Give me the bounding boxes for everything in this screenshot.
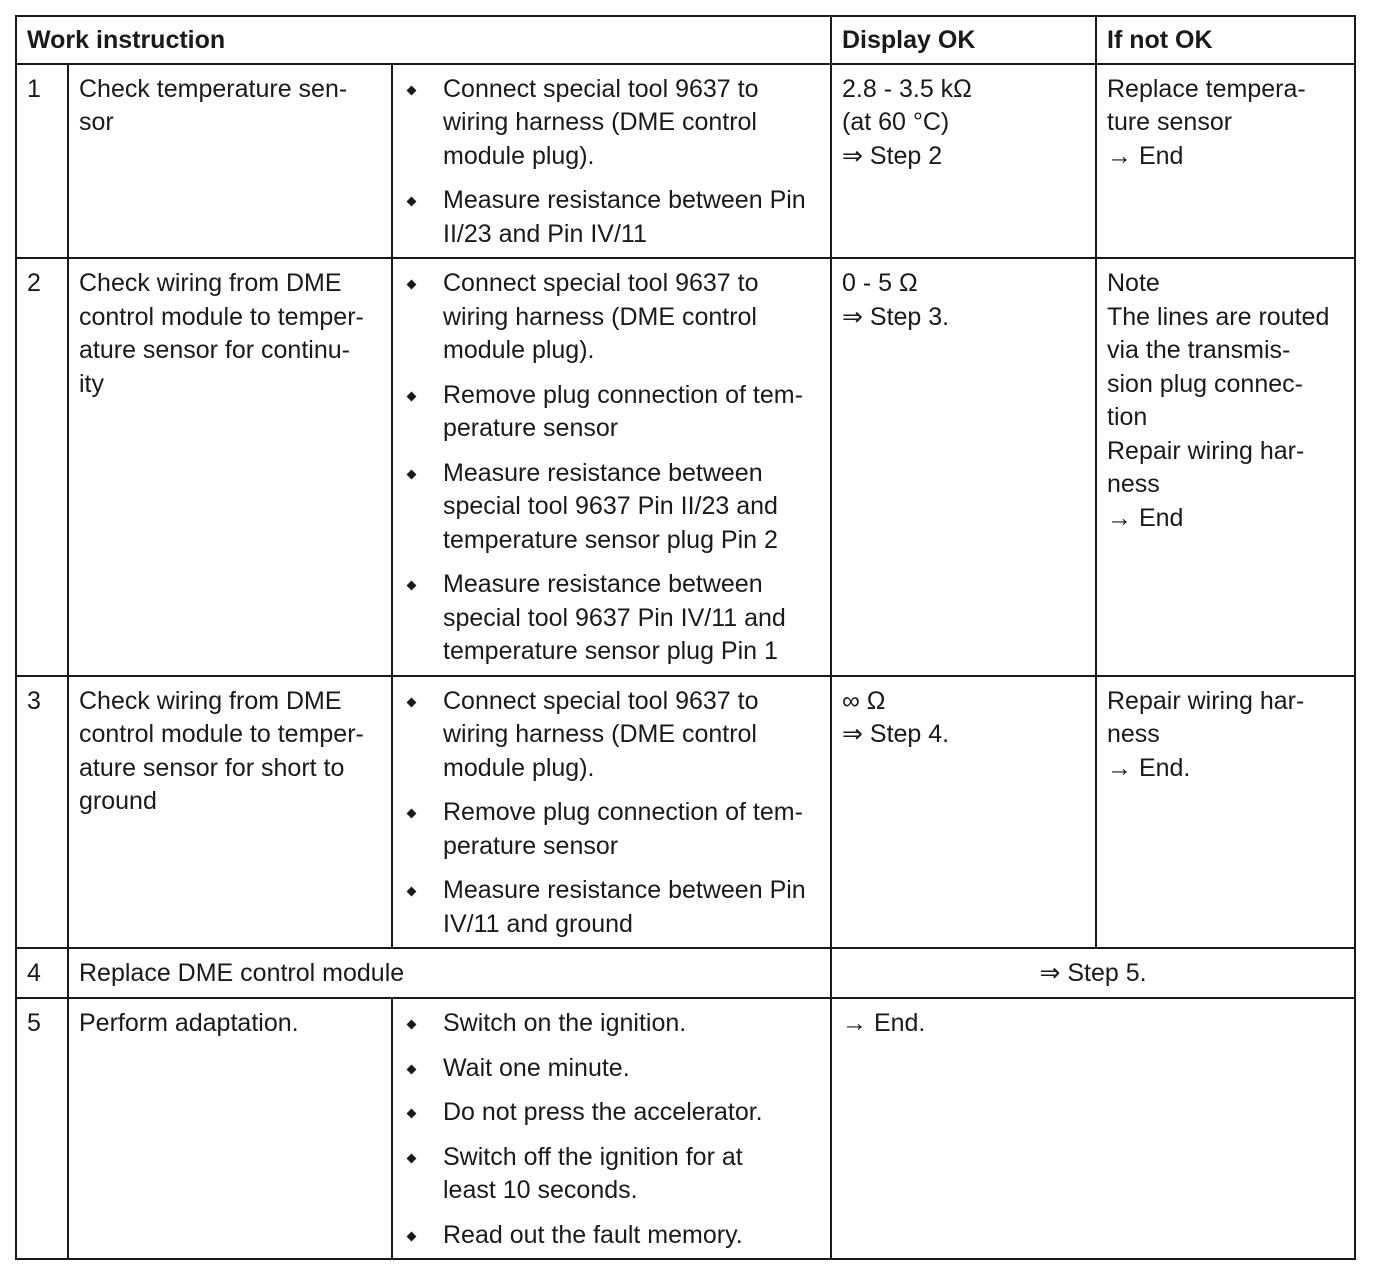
- display-ok-value: 0 - 5 Ω ⇒ Step 3.: [831, 258, 1096, 676]
- table-row: [16, 998, 1355, 1259]
- bullet-icon: [407, 1153, 417, 1163]
- list-item: Read out the fault memory.: [403, 1219, 822, 1253]
- step-number: 3: [16, 676, 68, 949]
- procedure-list: [392, 676, 831, 949]
- bullet-icon: [407, 581, 417, 591]
- step-number: 5: [16, 998, 68, 1259]
- table-row: [16, 258, 1355, 676]
- if-not-ok-action: Repair wiring har- ness → End.: [1096, 676, 1355, 949]
- list-item: Measure resistance between special tool 9637 Pin II/23 and temperature sensor plug Pin 2: [403, 457, 822, 558]
- result-value: ⇒ Step 5.: [831, 948, 1355, 998]
- list-item: Connect special tool 9637 to wiring harness (DME control module plug).: [403, 685, 822, 786]
- header-display-ok: Display OK: [831, 16, 1096, 64]
- check-description: Check wiring from DME control module to temper- ature sensor for continu- ity: [68, 258, 392, 676]
- display-ok-value: → End.: [831, 998, 1355, 1259]
- list-item: Remove plug connection of tem- perature sensor: [403, 379, 822, 446]
- list-item: Measure resistance between special tool 9637 Pin IV/11 and temperature sensor plug Pin 1: [403, 568, 822, 669]
- bullet-icon: [407, 391, 417, 401]
- step-number: 2: [16, 258, 68, 676]
- header-if-not-ok: If not OK: [1096, 16, 1355, 64]
- header-work-instruction: Work instruction: [16, 16, 831, 64]
- check-description: Check temperature sen- sor: [68, 64, 392, 259]
- display-ok-value: ∞ Ω ⇒ Step 4.: [831, 676, 1096, 949]
- work-instruction-table: [15, 15, 1356, 1260]
- if-not-ok-action: Replace tempera- ture sensor → End: [1096, 64, 1355, 259]
- list-item: Remove plug connection of tem- perature sensor: [403, 796, 822, 863]
- table-row: [16, 64, 1355, 259]
- table-row: [16, 676, 1355, 949]
- list-item: Connect special tool 9637 to wiring harness (DME control module plug).: [403, 73, 822, 174]
- table-row: [16, 948, 1355, 998]
- list-item: Measure resistance between Pin IV/11 and ground: [403, 874, 822, 941]
- bullet-icon: [407, 469, 417, 479]
- check-description: Check wiring from DME control module to temper- ature sensor for short to ground: [68, 676, 392, 949]
- procedure-list: [392, 64, 831, 259]
- bullet-icon: [407, 809, 417, 819]
- bullet-icon: [407, 197, 417, 207]
- list-item: Wait one minute.: [403, 1052, 822, 1086]
- bullet-icon: [407, 1064, 417, 1074]
- list-item: Measure resistance between Pin II/23 and Pin IV/11: [403, 184, 822, 251]
- work-instruction-sheet: [15, 15, 1356, 1260]
- header-row: [16, 16, 1355, 64]
- bullet-icon: [407, 887, 417, 897]
- if-not-ok-action: Note The lines are routed via the transmis- sion plug connec- tion Repair wiring har- ness → End: [1096, 258, 1355, 676]
- step-number: 1: [16, 64, 68, 259]
- step-number: 4: [16, 948, 68, 998]
- list-item: Switch off the ignition for at least 10 seconds.: [403, 1141, 822, 1208]
- bullet-icon: [407, 697, 417, 707]
- bullet-icon: [407, 280, 417, 290]
- check-description: Replace DME control module: [68, 948, 831, 998]
- bullet-icon: [407, 1231, 417, 1241]
- list-item: Switch on the ignition.: [403, 1007, 822, 1041]
- list-item: Connect special tool 9637 to wiring harness (DME control module plug).: [403, 267, 822, 368]
- bullet-icon: [407, 1020, 417, 1030]
- procedure-list: [392, 258, 831, 676]
- display-ok-value: 2.8 - 3.5 kΩ (at 60 °C) ⇒ Step 2: [831, 64, 1096, 259]
- bullet-icon: [407, 1109, 417, 1119]
- procedure-list: [392, 998, 831, 1259]
- bullet-icon: [407, 85, 417, 95]
- list-item: Do not press the accelerator.: [403, 1096, 822, 1130]
- check-description: Perform adaptation.: [68, 998, 392, 1259]
